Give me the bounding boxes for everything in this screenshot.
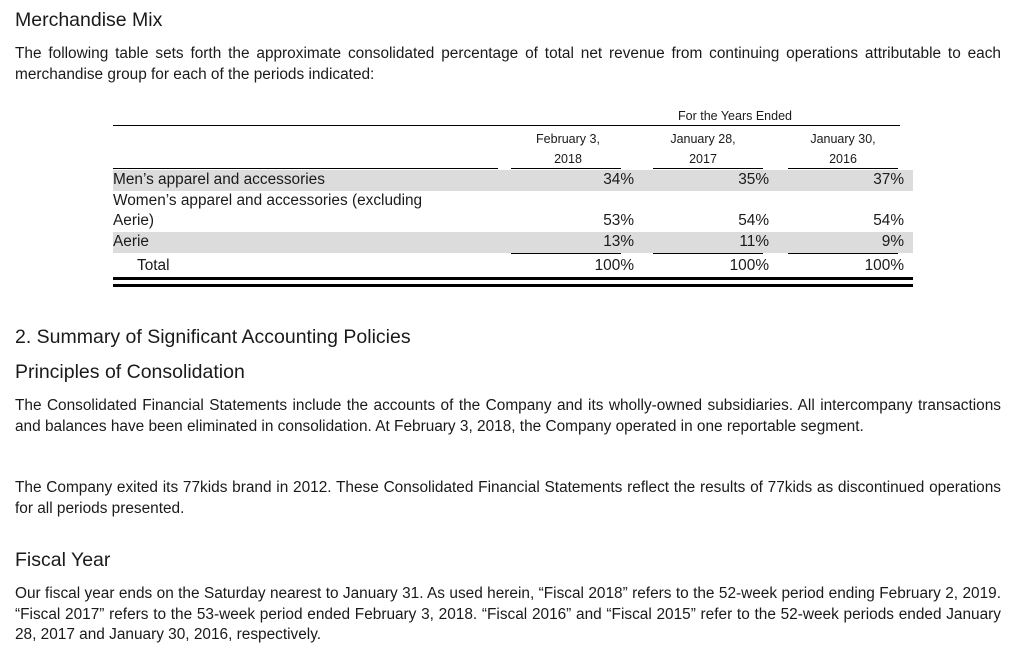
- principles-consolidation-para2: The Company exited its 77kids brand in 2012. These Consolidated Financial Statements reflect the results of 77kids as discontinued operations for all periods presented.: [15, 479, 1001, 517]
- pct-sign: %: [620, 171, 634, 188]
- cell-aerie-2018: [543, 233, 634, 251]
- pct-sign: %: [890, 233, 904, 250]
- pct-sign: %: [620, 212, 634, 229]
- cell-womens-2016: [813, 212, 904, 230]
- row-label-total: Total: [137, 257, 170, 274]
- col-header-2017-line1: January 28,: [670, 132, 736, 146]
- cell-total-2017: [678, 257, 769, 275]
- col-header-2017: [643, 132, 763, 166]
- section-title-merchandise-mix: Merchandise Mix: [15, 9, 163, 31]
- merchandise-mix-intro: The following table sets forth the approximate consolidated percentage of total net revenue from continuing operations attributable to each merchandise group for each of the periods indicated:: [15, 45, 1001, 83]
- subsection-title-principles-of-consolidation: Principles of Consolidation: [15, 361, 245, 383]
- principles-consolidation-para1: The Consolidated Financial Statements include the accounts of the Company and its wholly-owned subsidiaries. All intercompany transactions and balances have been eliminated in consolidation. At February 3, 2018, the Company operated in one reportable segment.: [15, 397, 1001, 435]
- col-header-2018: [508, 132, 628, 166]
- cell-value: 54: [873, 212, 891, 229]
- subtotal-rule-2017: [653, 253, 763, 254]
- cell-aerie-2016: [813, 233, 904, 251]
- cell-aerie-2017: [678, 233, 769, 251]
- row-label-womens-line2: Aerie): [113, 212, 155, 229]
- cell-mens-2016: [813, 171, 904, 189]
- label-col-rule: [113, 168, 498, 169]
- pct-sign: %: [890, 212, 904, 229]
- cell-womens-2017: [678, 212, 769, 230]
- cell-womens-2018: [543, 212, 634, 230]
- total-double-rule-top: [113, 277, 913, 280]
- col-2017-rule: [653, 168, 763, 169]
- pct-sign: %: [755, 257, 769, 274]
- cell-mens-2018: [543, 171, 634, 189]
- subtotal-rule-2018: [511, 253, 621, 254]
- pct-sign: %: [620, 257, 634, 274]
- col-header-2016-line2: 2016: [829, 152, 857, 166]
- pct-sign: %: [890, 171, 904, 188]
- col-header-2017-line2: 2017: [689, 152, 717, 166]
- table-group-header: For the Years Ended: [678, 109, 792, 123]
- header-top-rule: [113, 125, 900, 126]
- fiscal-year-para: Our fiscal year ends on the Saturday nearest to January 31. As used herein, “Fiscal 2018” refers to the 52-week period ending February 2, 2019. “Fiscal 2017” refers to the 53-week period ended February 3, 2018. “Fiscal 2016” and “Fiscal 2015” refer to the 52-week periods ended January 28, 2017 and January 30, 2016, respectively.: [15, 585, 1001, 643]
- cell-value: 100: [594, 257, 621, 274]
- section-title-accounting-policies: 2. Summary of Significant Accounting Policies: [15, 326, 411, 348]
- col-header-2016: [783, 132, 903, 166]
- col-header-2018-line1: February 3,: [536, 132, 600, 146]
- row-label-womens-line1: Women’s apparel and accessories (excluding: [113, 192, 423, 209]
- col-2016-rule: [788, 168, 898, 169]
- pct-sign: %: [755, 171, 769, 188]
- cell-value: 100: [864, 257, 891, 274]
- cell-value: 37: [873, 171, 891, 188]
- pct-sign: %: [755, 233, 769, 250]
- total-double-rule-bottom: [113, 284, 913, 287]
- cell-value: 100: [729, 257, 756, 274]
- row-shade-aerie: [113, 232, 913, 253]
- cell-total-2018: [543, 257, 634, 275]
- col-header-2018-line2: 2018: [554, 152, 582, 166]
- cell-value: 13: [603, 233, 621, 250]
- pct-sign: %: [755, 212, 769, 229]
- cell-mens-2017: [678, 171, 769, 189]
- cell-value: 9: [881, 233, 891, 250]
- pct-sign: %: [620, 233, 634, 250]
- cell-value: 34: [603, 171, 621, 188]
- col-2018-rule: [511, 168, 621, 169]
- col-header-2016-line1: January 30,: [810, 132, 876, 146]
- cell-value: 35: [738, 171, 756, 188]
- cell-value: 11: [739, 233, 756, 250]
- pct-sign: %: [890, 257, 904, 274]
- subtotal-rule-2016: [788, 253, 898, 254]
- cell-value: 53: [603, 212, 621, 229]
- cell-total-2016: [813, 257, 904, 275]
- row-label-aerie: Aerie: [113, 233, 149, 250]
- cell-value: 54: [738, 212, 756, 229]
- row-label-mens: Men’s apparel and accessories: [113, 171, 325, 188]
- section-title-fiscal-year: Fiscal Year: [15, 549, 111, 571]
- merchandise-mix-table: [113, 108, 913, 290]
